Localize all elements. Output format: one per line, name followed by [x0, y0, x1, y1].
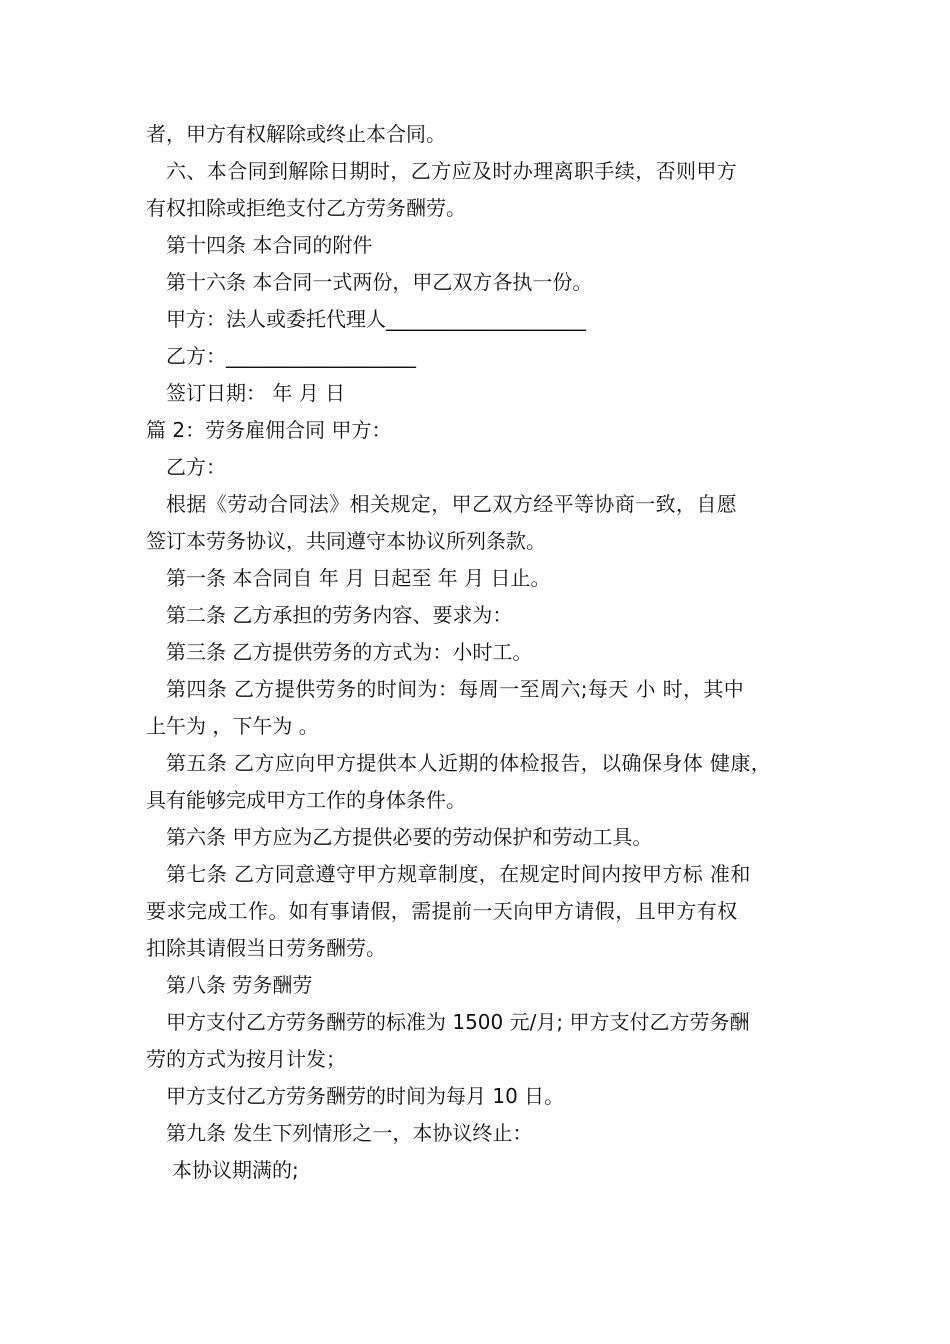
text-line: 第五条 乙方应向甲方提供本人近期的体检报告，以确保身体 健康， [166, 751, 772, 775]
text-line: 有权扣除或拒绝支付乙方劳务酬劳。 [146, 196, 466, 220]
text-line: 第九条 发生下列情形之一，本协议终止： [166, 1121, 533, 1145]
text-line: 签订本劳务协议，共同遵守本协议所列条款。 [146, 529, 546, 553]
text-line: 本协议期满的; [172, 1158, 299, 1182]
text-line: 上午为 ，下午为 。 [146, 714, 319, 738]
text-line: 根据《劳动合同法》相关规定，甲乙双方经平等协商一致，自愿 [166, 492, 738, 516]
text-line: 第八条 劳务酬劳 [166, 973, 313, 997]
text-line: 第十四条 本合同的附件 [166, 233, 373, 257]
signature-line-party-b: 乙方：___________________ [166, 344, 416, 368]
text-line: 甲方支付乙方劳务酬劳的时间为每月 10 日。 [166, 1084, 565, 1108]
section-heading: 篇 2：劳务雇佣合同 甲方： [146, 418, 392, 442]
text-line: 劳的方式为按月计发； [146, 1047, 346, 1071]
text-line: 具有能够完成甲方工作的身体条件。 [146, 788, 466, 812]
text-line: 乙方： [166, 455, 226, 479]
text-line: 要求完成工作。如有事请假，需提前一天向甲方请假，且甲方有权 [146, 899, 738, 923]
text-line: 第四条 乙方提供劳务的时间为：每周一至周六;每天 小 时，其中 [166, 677, 745, 701]
text-line: 甲方支付乙方劳务酬劳的标准为 1500 元/月; 甲方支付乙方劳务酬 [166, 1010, 750, 1034]
text-line: 第六条 甲方应为乙方提供必要的劳动保护和劳动工具。 [166, 825, 653, 849]
text-line: 第二条 乙方承担的劳务内容、要求为： [166, 603, 513, 627]
signing-date-line: 签订日期： 年 月 日 [166, 381, 346, 405]
text-line: 第一条 本合同自 年 月 日起至 年 月 日止。 [166, 566, 551, 590]
text-line: 六、本合同到解除日期时，乙方应及时办理离职手续，否则甲方 [166, 159, 738, 183]
text-line: 第十六条 本合同一式两份，甲乙双方各执一份。 [166, 270, 593, 294]
text-line: 扣除其请假当日劳务酬劳。 [146, 936, 386, 960]
text-line: 第三条 乙方提供劳务的方式为：小时工。 [166, 640, 533, 664]
document-body [146, 116, 816, 1189]
text-line: 者，甲方有权解除或终止本合同。 [146, 122, 446, 146]
signature-line-party-a: 甲方：法人或委托代理人____________________ [166, 307, 586, 331]
text-line: 第七条 乙方同意遵守甲方规章制度，在规定时间内按甲方标 准和 [166, 862, 751, 886]
